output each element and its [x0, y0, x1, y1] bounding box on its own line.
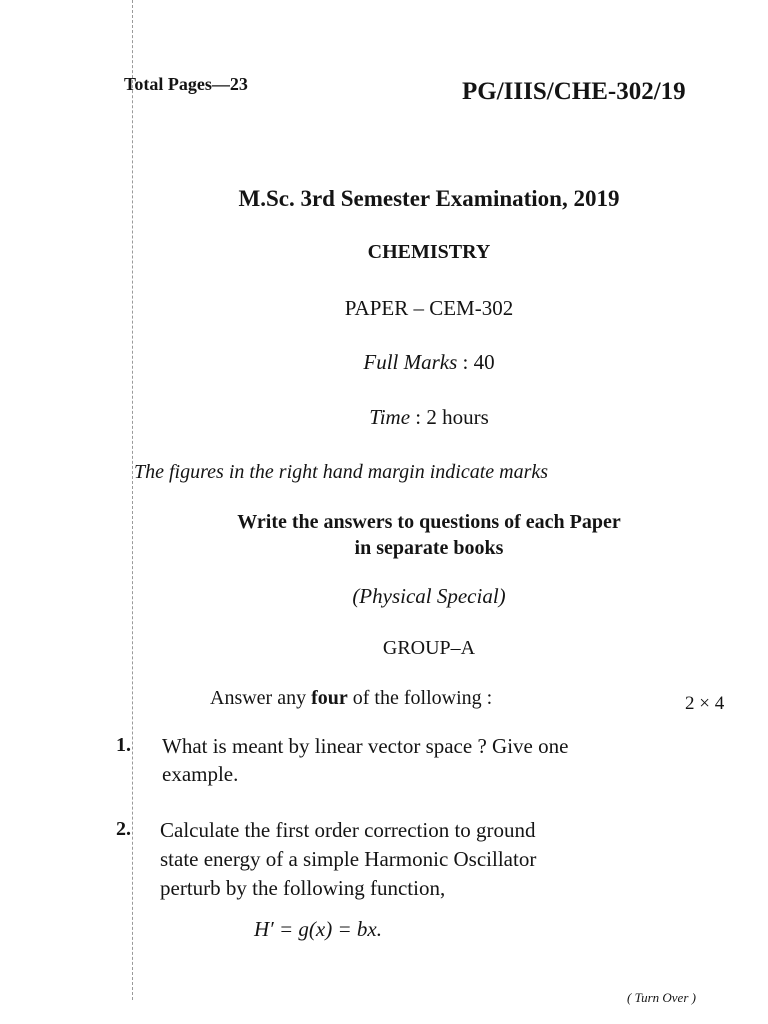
- question-text: Calculate the first order correction to ground: [160, 818, 536, 842]
- paper-code: PG/IIIS/CHE-302/19: [462, 78, 686, 105]
- formula: H′ = g(x) = bx.: [254, 917, 382, 941]
- answer-books-line2: in separate books: [354, 537, 504, 559]
- paper-number: PAPER – CEM-302: [344, 296, 514, 320]
- question-text: What is meant by linear vector space ? Give one: [162, 734, 569, 758]
- question-number: 2.: [116, 818, 131, 840]
- full-marks-value: : 40: [462, 350, 495, 374]
- group-marks: 2 × 4: [685, 693, 725, 714]
- answer-books-line1: Write the answers to questions of each Paper: [237, 511, 621, 533]
- subject: CHEMISTRY: [367, 241, 491, 263]
- group-title: GROUP–A: [382, 637, 476, 659]
- turn-over: ( Turn Over ): [627, 990, 696, 1005]
- time: [130, 405, 728, 430]
- margin-note: The figures in the right hand margin indicate marks: [134, 461, 549, 483]
- time-label: Time: [369, 405, 411, 429]
- question-number: 1.: [116, 734, 131, 756]
- question-text: state energy of a simple Harmonic Oscillator: [160, 847, 537, 871]
- time-value: : 2 hours: [415, 405, 489, 429]
- instruction-suffix: of the following :: [352, 687, 493, 709]
- question-text: example.: [162, 762, 239, 786]
- full-marks-label: Full Marks: [363, 350, 458, 374]
- group-instruction: [210, 687, 492, 710]
- exam-title: M.Sc. 3rd Semester Examination, 2019: [238, 186, 620, 211]
- question-text: perturb by the following function,: [160, 876, 446, 900]
- instruction-bold: four: [311, 687, 348, 709]
- total-pages: Total Pages—23: [124, 74, 248, 94]
- full-marks: [130, 350, 728, 375]
- instruction-prefix: Answer any: [210, 687, 307, 709]
- special-subject: (Physical Special): [352, 584, 506, 608]
- binding-margin-line: [132, 0, 133, 1000]
